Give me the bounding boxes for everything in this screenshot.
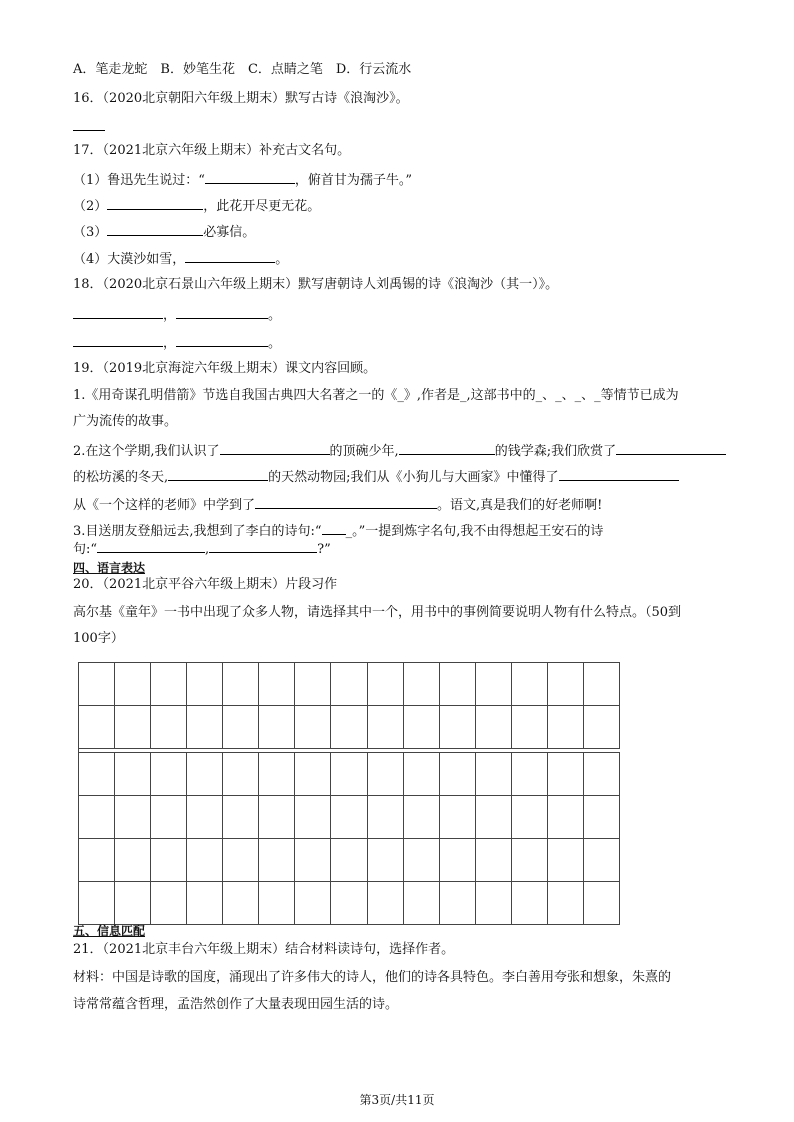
q19-3-text-d: , — [205, 542, 210, 557]
section-5-heading: 五、信息匹配 — [73, 924, 146, 938]
q19-2-text-f: 从《一个这样的老师》中学到了 — [73, 498, 256, 513]
q19-2-blank-3[interactable] — [616, 440, 726, 455]
q19-1-line-a: 1.《用奇谋孔明借箭》节选自我国古典四大名著之一的《_》,作者是_,这部书中的_、_、_、_等情节已成为 — [73, 388, 679, 403]
q20-title: 20．（2021北京平谷六年级上期末）片段习作 — [73, 577, 338, 592]
q17-1-blank[interactable] — [205, 169, 295, 184]
q19-title: 19．（2019北京海淀六年级上期末）课文内容回顾。 — [73, 361, 377, 376]
q17-4-blank[interactable] — [185, 248, 275, 263]
q18-blank-4[interactable] — [176, 332, 268, 347]
q19-3-text-b: _。”一提到炼字名句,我不由得想起王安石的诗 — [345, 524, 604, 539]
q19-3-line-b — [73, 538, 331, 559]
q19-2-blank-1[interactable] — [220, 440, 330, 455]
q16-answer-blank[interactable] — [73, 116, 105, 137]
q18-blank-1[interactable] — [73, 304, 163, 319]
page-number: 第3页/共11页 — [359, 1093, 435, 1107]
q19-2-text-g: 。语文,真是我们的好老师啊! — [437, 498, 603, 513]
q19-2-blank-2[interactable] — [399, 440, 495, 455]
q19-3-text-e: ?” — [317, 542, 331, 557]
grid-row — [79, 663, 620, 706]
comma: ， — [163, 336, 177, 351]
q17-3-blank[interactable] — [107, 221, 203, 236]
period: 。 — [268, 308, 282, 323]
q17-item-4 — [73, 248, 288, 269]
q21-title: 21．（2021北京丰台六年级上期末）结合材料读诗句，选择作者。 — [73, 942, 455, 957]
q20-body-b: 100字） — [73, 631, 124, 646]
q20-body-a: 高尔基《童年》一书中出现了众多人物，请选择其中一个，用书中的事例简要说明人物有什么特点。（50到 — [73, 605, 682, 620]
q17-1-suffix: ，俯首甘为孺子牛。” — [294, 173, 413, 188]
q18-line-1 — [73, 304, 281, 325]
q15-options: A．笔走龙蛇 B．妙笔生花 C．点睛之笔 D．行云流水 — [73, 62, 412, 77]
q18-blank-3[interactable] — [73, 332, 163, 347]
q19-3-text-c: 句:“ — [73, 542, 98, 557]
q19-3-blank-2[interactable] — [97, 538, 205, 553]
q19-2-text-d: 的松坊溪的冬天, — [73, 470, 169, 485]
section-4-heading: 四、语言表达 — [73, 561, 146, 575]
grid-row — [79, 882, 620, 925]
q17-2-blank[interactable] — [107, 195, 203, 210]
q19-2-blank-6[interactable] — [255, 494, 437, 509]
grid-row — [79, 796, 620, 839]
q19-2-text-e: 的天然动物园;我们从《小狗儿与大画家》中懂得了 — [268, 470, 559, 485]
q18-line-2 — [73, 332, 281, 353]
q19-3-blank-1[interactable] — [322, 520, 346, 535]
q18-blank-2[interactable] — [176, 304, 268, 319]
q19-2-text-a: 2.在这个学期,我们认识了 — [73, 444, 220, 459]
period: 。 — [268, 336, 282, 351]
q17-4-suffix: 。 — [275, 252, 289, 267]
grid-row — [79, 753, 620, 796]
q19-2-text-c: 的钱学森;我们欣赏了 — [494, 444, 617, 459]
q19-2-line-b — [73, 466, 679, 487]
q19-2-line-a — [73, 440, 726, 461]
q17-item-2 — [73, 195, 320, 216]
q19-2-line-c — [73, 494, 602, 515]
q17-title: 17．（2021北京六年级上期末）补充古文名句。 — [73, 143, 351, 158]
q17-item-1 — [73, 169, 412, 190]
q19-2-blank-5[interactable] — [559, 466, 679, 481]
q17-1-prefix: （1）鲁迅先生说过：“ — [73, 173, 205, 188]
writing-grid[interactable] — [78, 662, 620, 925]
q19-3-text-a: 3.目送朋友登船远去,我想到了李白的诗句:“ — [73, 524, 322, 539]
q17-3-prefix: （3） — [73, 225, 108, 240]
q17-3-suffix: 必寡信。 — [203, 225, 256, 240]
q16-title: 16．（2020北京朝阳六年级上期末）默写古诗《浪淘沙》。 — [73, 91, 409, 106]
q17-2-prefix: （2） — [73, 199, 108, 214]
grid-row — [79, 839, 620, 882]
q21-body-b: 诗常常蕴含哲理，孟浩然创作了大量表现田园生活的诗。 — [73, 997, 399, 1012]
q19-1-line-b: 广为流传的故事。 — [73, 414, 178, 429]
q19-2-blank-4[interactable] — [168, 466, 268, 481]
grid-row — [79, 706, 620, 749]
q17-4-prefix: （4）大漠沙如雪， — [73, 252, 186, 267]
q17-item-3 — [73, 221, 255, 242]
q19-2-text-b: 的顶碗少年, — [329, 444, 399, 459]
q19-3-blank-3[interactable] — [209, 538, 317, 553]
comma: ， — [163, 308, 177, 323]
q21-body-a: 材料：中国是诗歌的国度，涌现出了许多伟大的诗人，他们的诗各具特色。李白善用夸张和想象，朱熹的 — [73, 970, 672, 985]
q17-2-suffix: ，此花开尽更无花。 — [203, 199, 321, 214]
q18-title: 18．（2020北京石景山六年级上期末）默写唐朝诗人刘禹锡的诗《浪淘沙（其一）》。 — [73, 277, 559, 292]
